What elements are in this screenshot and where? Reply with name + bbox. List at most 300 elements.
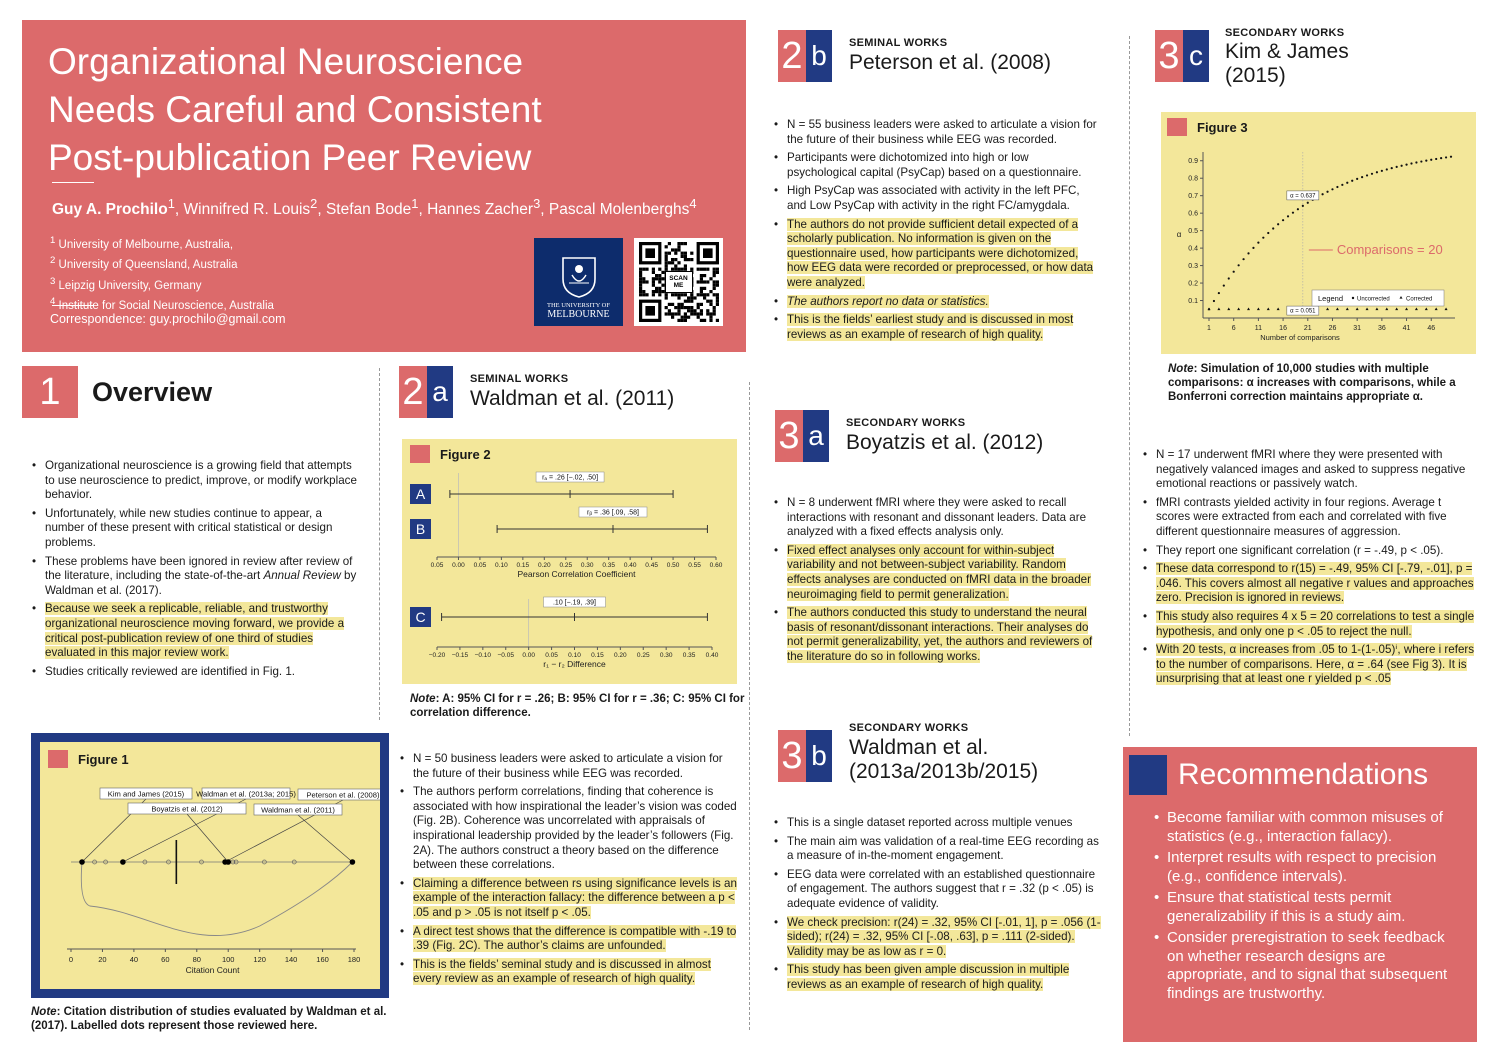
qr-module [664,255,667,258]
section-number: 1 [22,366,78,418]
recommendations-panel [1123,747,1477,1042]
uncorrected-point [1213,300,1215,302]
section-title: Boyatzis et al. (2012) [846,431,1044,454]
legend-label: Uncorrected [1357,296,1390,303]
uncorrected-point [1445,156,1447,158]
y-tick-label: 0.6 [1188,210,1198,218]
list-item: • Unfortunately, while new studies continue to appear, a number of these present with critical statistical or design problems. [31,507,361,551]
qr-module [703,319,706,322]
qr-module [687,296,690,299]
ci-label: .10 [−.19, .39] [552,599,597,607]
uncorrected-point [1297,208,1299,210]
x-tick-label: 41 [1402,325,1411,332]
section-marker [1129,755,1167,795]
qr-module [664,258,667,261]
list-item: • The authors report no data or statistics. [773,295,1101,310]
x-tick-label: 0.35 [602,562,616,569]
qr-module [651,271,654,274]
list-item: • Ensure that statistical tests permit generalizability if this is a study aim. [1153,889,1453,926]
y-tick-label: 0.9 [1188,158,1198,166]
qr-module [639,284,642,287]
uncorrected-point [1371,173,1373,175]
qr-module [651,280,654,283]
section-2b-header [778,30,1051,82]
qr-module [651,293,654,296]
uncorrected-point [1302,205,1304,207]
qr-module [715,271,718,274]
section-number: 2 a [399,366,453,418]
list-item: • N = 50 business leaders were asked to articulate a vision for the future of their business while EEG was recorded. [399,752,737,781]
uncorrected-point [1450,156,1452,158]
qr-module [696,268,699,271]
qr-module [699,312,702,315]
qr-module [642,277,645,280]
section-2b-list [773,118,1101,346]
qr-module [699,303,702,306]
qr-module [667,242,670,245]
qr-module [709,277,712,280]
x-tick-label: 0.00 [522,652,535,659]
qr-module [677,306,680,309]
y-tick-label: 0.3 [1188,263,1198,271]
list-item: • This is the fields’ earliest study and is discussed in most reviews as an example of research of high quality. [773,313,1101,342]
list-item: • Organizational neuroscience is a growing field that attempts to use neuroscience to predict, improve, or modify workplace behavior. [31,459,361,503]
y-tick-label: 0.5 [1188,228,1198,236]
uncorrected-point [1420,160,1422,162]
x-tick-label: 0.05 [545,652,558,659]
x-tick-label: 140 [284,955,298,964]
qr-finder [703,248,713,258]
uncorrected-point [1262,237,1264,239]
uncorrected-point [1282,219,1284,221]
qr-module [709,316,712,319]
qr-module [680,303,683,306]
qr-module [687,306,690,309]
qr-module [674,252,677,255]
corrected-point [1395,307,1398,310]
qr-module [639,287,642,290]
y-tick-label: 0.1 [1188,298,1198,306]
figure-3-note: Note: Simulation of 10,000 studies with multiple comparisons: α increases with comparisons, while a Bonferroni correction maintains appropriate α. [1168,363,1456,403]
qr-module [671,316,674,319]
list-item: • A direct test shows that the difference is compatible with -.19 to .39 (Fig. 2C). The author’s claims are unfounded. [399,925,737,954]
x-tick-label: 0.25 [636,652,650,659]
uncorrected-point [1361,176,1363,178]
university-logo: THE UNIVERSITY OF MELBOURNE [534,238,623,326]
qr-module [687,316,690,319]
uncorrected-point [1331,188,1333,190]
qr-module [690,300,693,303]
label-leader [298,815,352,862]
x-axis-label: Pearson Correlation Coefficient [517,569,636,579]
x-axis-label: r₁ − r₂ Difference [543,659,606,669]
qr-module [690,252,693,255]
uncorrected-point [1292,212,1294,214]
qr-module [703,268,706,271]
corrected-point [1267,307,1270,310]
section-number: 2 b [778,30,832,82]
qr-module [667,261,670,264]
qr-finder [645,248,655,258]
list-item: • EEG data were correlated with an established questionnaire of engagement. The authors suggest that r = .32 (p < .05) is adequate evidence of validity. [773,868,1101,912]
density-outline [81,862,352,936]
section-3c-header [1155,27,1349,88]
qr-module [667,303,670,306]
point-label: Boyatzis et al. (2012) [151,804,223,814]
qr-module [699,290,702,293]
qr-module [674,312,677,315]
panel-label: B [415,521,426,537]
x-tick-label: 0.10 [568,652,581,659]
section-3a-list [773,496,1101,669]
x-tick-label: 36 [1377,325,1386,332]
qr-module [690,293,693,296]
qr-module [658,287,661,290]
uncorrected-point [1321,193,1323,195]
corrected-point [1385,307,1388,310]
qr-module [709,300,712,303]
list-item: • N = 55 business leaders were asked to articulate a vision for the future of their business while EEG was recorded. [773,118,1101,147]
qr-module [699,293,702,296]
section-kind: SEMINAL WORKS [849,37,948,49]
qr-module [639,271,642,274]
divider [1129,36,1130,736]
qr-module [677,296,680,299]
x-tick-label: 0.55 [688,562,701,569]
corrected-point [1405,307,1408,310]
section-title: Peterson et al. (2008) [849,51,1051,74]
uncorrected-point [1440,157,1442,159]
overview-list [31,459,361,683]
qr-module [699,280,702,283]
corrected-point [1366,307,1369,310]
x-tick-label: 46 [1427,325,1436,332]
qr-module [683,255,686,258]
x-tick-label: 120 [253,955,266,964]
qr-module [664,245,667,248]
section-kind: SEMINAL WORKS [470,373,569,385]
uncorrected-point [1351,180,1353,182]
qr-module [699,277,702,280]
divider [52,305,94,306]
x-tick-label: 160 [316,955,329,964]
qr-module [655,274,658,277]
uncorrected-point [1287,215,1289,217]
qr-module [642,293,645,296]
qr-module [683,258,686,261]
title-banner [22,20,746,352]
ci-label: rₐ = .26 [−.02, .50] [542,474,599,482]
x-tick-label: 180 [347,955,361,964]
qr-module [639,280,642,283]
uncorrected-point [1425,160,1427,162]
panel-label: A [415,486,426,502]
qr-module [715,268,718,271]
labelled-point [120,859,126,865]
qr-module [703,287,706,290]
uncorrected-point [1233,271,1235,273]
qr-module [671,312,674,315]
figure-1: Figure 1 0 20 40 60 80 100 120 140 160 180 Citation Count Kim and James (2015) Waldman et al. (2013a; 2015) Peterson et al. (2008) Boyatzis et al. (2012) Waldman et al. (2011) [40,742,380,989]
x-tick-label: 26 [1328,325,1337,332]
qr-module [651,284,654,287]
correspondence[interactable]: Correspondence: guy.prochilo@gmail.com [50,312,286,326]
section-3c-list [1142,448,1477,691]
qr-module [651,277,654,280]
divider [379,368,380,720]
qr-module [699,268,702,271]
x-tick-label: 1 [1207,325,1211,332]
corrected-point [1375,307,1378,310]
uncorrected-point [1341,184,1343,186]
qr-module [639,290,642,293]
qr-module [674,306,677,309]
qr-module [667,309,670,312]
qr-module [671,293,674,296]
x-tick-label: 0.10 [495,562,508,569]
corrected-point [1277,307,1280,310]
qr-module [658,274,661,277]
qr-module [699,309,702,312]
uncorrected-point [1257,242,1259,244]
section-3a-header [775,410,1043,462]
uncorrected-point [1386,168,1388,170]
figure-1-note: Note: Citation distribution of studies evaluated by Waldman et al. (2017). Labelled dots represent those reviewed here. [31,1006,387,1032]
qr-module [696,306,699,309]
qr-module [671,258,674,261]
x-tick-label: 0 [68,955,74,964]
point-label: Peterson et al. (2008) [306,790,380,800]
list-item: • They report one significant correlation (r = -.49, p < .05). [1142,544,1477,559]
uncorrected-point [1391,167,1393,169]
annotation: α = 0.637 [1290,193,1316,200]
qr-code[interactable]: SCAN ME [634,238,723,326]
qr-module [655,277,658,280]
crest-icon [559,255,599,299]
qr-module [680,255,683,258]
labelled-point [225,859,231,865]
corrected-point [1257,307,1260,310]
list-item: • Consider preregistration to seek feedback on whether research designs are appropriate, and to signal that subsequent findings are trustworthy. [1153,929,1453,1003]
list-item: • This study has been given ample discussion in multiple reviews as an example of research of high quality. [773,963,1101,992]
qr-module [664,252,667,255]
qr-module [690,296,693,299]
qr-module [715,319,718,322]
comparisons-label: Comparisons = 20 [1336,242,1443,257]
uncorrected-point [1415,161,1417,163]
uncorrected-point [1410,162,1412,164]
qr-module [696,280,699,283]
qr-module [664,296,667,299]
x-tick-label: −0.05 [497,652,514,659]
qr-module [677,319,680,322]
x-tick-label: 0.50 [666,562,680,569]
qr-module [683,306,686,309]
x-tick-label: 0.60 [709,562,723,569]
x-tick-label: 0.30 [580,562,594,569]
x-tick-label: 40 [129,955,139,964]
qr-module [639,274,642,277]
corrected-point [1217,307,1220,310]
x-tick-label: 0.40 [623,562,637,569]
section-title: Waldman et al. (2011) [470,387,675,410]
qr-module [683,242,686,245]
list-item: • This is the fields’ seminal study and is discussed in almost every review as an example of research of high quality. [399,958,737,987]
uncorrected-point [1218,292,1220,294]
qr-module [664,312,667,315]
uncorrected-point [1307,202,1309,204]
qr-module [712,271,715,274]
list-item: • This is a single dataset reported across multiple venues [773,816,1101,831]
uncorrected-point [1242,258,1244,260]
qr-module [642,268,645,271]
figure-3: Figure 3 0.9 0.8 0.7 0.6 0.5 0.4 0.3 0.2 0.1 α 1 6 11 16 21 26 31 36 41 46 Number of comparisons α = 0.637 α = 0.051 Comparisons = 20 Legend Uncorrected Corrected [1161,112,1476,354]
corrected-point [1227,307,1230,310]
qr-module [699,287,702,290]
qr-module [658,293,661,296]
qr-module [645,293,648,296]
list-item: • Become familiar with common misuses of statistics (e.g., interaction fallacy). [1153,809,1453,846]
list-item: • Interpret results with respect to precision (e.g., confidence intervals). [1153,849,1453,886]
section-number: 3 c [1155,30,1209,82]
author-list: Guy A. Prochilo$^1$, Winnifred R. Louis$^2$, Stefan Bode$^1$, Hannes Zacher$^3$, Pascal Molenberghs$^4$ [52,196,697,219]
qr-module [645,268,648,271]
qr-module [674,258,677,261]
list-item: • Fixed effect analyses only account for within-subject variability and not between-subject variability. Random effects analyses are conducted on fMRI data in the broader neuroimaging field to permit generalization. [773,544,1101,602]
x-tick-label: 0.20 [537,562,551,569]
corrected-point [1356,307,1359,310]
list-item: • fMRI contrasts yielded activity in four regions. Average t scores were extracted from each and correlated with five different questionnaire measures of aggression. [1142,496,1477,540]
qr-module [674,248,677,251]
x-tick-label: 0.30 [659,652,673,659]
section-number: 3 a [775,410,829,462]
qr-module [706,280,709,283]
qr-module [680,319,683,322]
section-title: Overview [92,376,213,407]
qr-module [709,312,712,315]
list-item: • These data correspond to r(15) = -.49, 95% CI [-.79, -.01], p = .046. This covers almost all negative r values and approaches zero. Precision is ignored in reviews. [1142,562,1477,606]
uncorrected-point [1346,182,1348,184]
qr-module [664,261,667,264]
x-tick-label: 100 [221,955,235,964]
figure-1-frame [31,733,389,998]
x-tick-label: 31 [1353,325,1362,332]
corrected-point [1247,307,1250,310]
qr-module [715,293,718,296]
x-tick-label: 80 [192,955,201,964]
qr-module [639,268,642,271]
x-tick-label: 0.35 [682,652,696,659]
qr-module [680,306,683,309]
qr-module [687,258,690,261]
qr-module [683,293,686,296]
uncorrected-point [1366,174,1368,176]
uncorrected-point [1396,166,1398,168]
x-tick-label: −0.10 [474,652,492,659]
qr-module [715,303,718,306]
qr-module [706,300,709,303]
qr-module [712,309,715,312]
y-tick-label: 0.7 [1188,193,1198,201]
qr-module [696,303,699,306]
qr-module [658,268,661,271]
qr-module [712,284,715,287]
uncorrected-point [1405,163,1407,165]
point-label: Waldman et al. (2013a; 2015) [196,789,296,799]
qr-module [706,309,709,312]
y-axis-label: α [1176,230,1182,239]
qr-module [709,290,712,293]
y-tick-label: 0.8 [1188,175,1198,183]
qr-module [667,252,670,255]
uncorrected-point [1435,158,1437,160]
annotation: α = 0.051 [1290,308,1316,315]
qr-module [664,306,667,309]
qr-module [709,303,712,306]
list-item: • The authors conducted this study to understand the neural basis of resonant/dissonant interactions. Their analyses do not permit generalizability, yet, the authors and reviewers of the literature do so in following works. [773,606,1101,664]
qr-module [680,293,683,296]
qr-module [664,293,667,296]
qr-module [683,319,686,322]
list-item: • We check precision: r(24) = .32, 95% CI [-.01, 1], p = .056 (1-sided); r(24) = .32, 95% CI [-.08, .63], p = .111 (2-sided). Validity may be as low as r = 0. [773,916,1101,960]
qr-module [715,300,718,303]
qr-module [712,312,715,315]
qr-module [655,287,658,290]
qr-module [677,245,680,248]
section-kind: SECONDARY WORKS [846,417,966,429]
list-item: • With 20 tests, α increases from .05 to 1-(1-.05)ⁱ, where i refers to the number of comparisons. Here, α = .64 (see Fig 3). It is unsurprising that at least one r yielded p < .05 [1142,643,1477,687]
qr-module [658,290,661,293]
uncorrected-point [1267,232,1269,234]
qr-module [706,293,709,296]
qr-module [690,312,693,315]
qr-module [671,303,674,306]
ci-label: rᵦ = .36 [.09, .58] [587,509,639,517]
qr-module [712,306,715,309]
x-tick-label: 16 [1279,325,1287,332]
qr-module [715,296,718,299]
x-tick-label: 0.40 [705,652,719,659]
section-title: Recommendations [1178,758,1429,791]
poster-title: Organizational Neuroscience Needs Careful and Consistent Post-publication Peer Review [48,41,542,178]
qr-module [658,280,661,283]
qr-module [696,316,699,319]
uncorrected-point [1430,159,1432,161]
qr-module [690,309,693,312]
figure-2-note: Note: A: 95% CI for r = .26; B: 95% CI for r = .36; C: 95% CI for correlation difference. [410,693,745,719]
x-tick-label: 0.05 [473,562,487,569]
section-3b-header [778,722,1038,784]
qr-module [680,242,683,245]
qr-module [687,309,690,312]
alpha-inflation-chart [1161,112,1476,354]
qr-module [674,293,677,296]
divider [52,182,94,183]
qr-module [683,316,686,319]
qr-module [699,319,702,322]
corrected-point [1435,307,1438,310]
qr-module [712,274,715,277]
uncorrected-point [1381,170,1383,172]
uncorrected-point [1223,284,1225,286]
labelled-point [79,859,85,865]
list-item: • N = 17 underwent fMRI where they were presented with negatively valanced images and asked to suppress negative emotional reactions or passively watch. [1142,448,1477,492]
affiliations: $^1$ University of Melbourne, Australia, $^2$ University of Queensland, Australia $^3$ Leipzig University, Germany $^4$ Institute for Social Neuroscience, Australia [50,235,274,312]
y-tick-label: 0.2 [1188,280,1198,288]
x-tick-label: 21 [1303,325,1312,332]
x-tick-label: 6 [1231,325,1236,332]
qr-module [674,264,677,267]
